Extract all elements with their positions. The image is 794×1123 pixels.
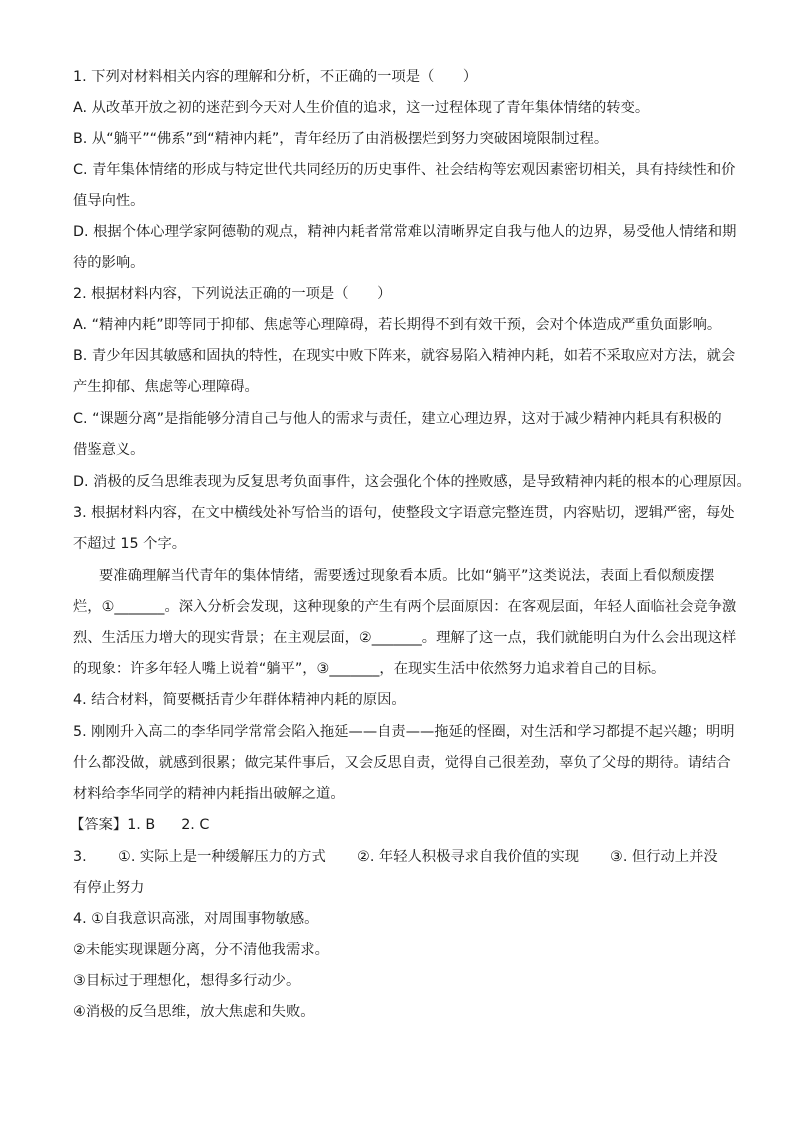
q3-passage-line1: 要准确理解当代青年的集体情绪，需要透过现象看本质。比如“躺平”这类说法，表面上看似颓废摆 [99, 568, 715, 584]
q2-option-d: D. 消极的反刍思维表现为反复思考负面事件，这会强化个体的挫败感，是导致精神内耗的根本的心理原因。 [73, 474, 751, 490]
q1-option-a: A. 从改革开放之初的迷茫到今天对人生价值的追求，这一过程体现了青年集体情绪的转变。 [73, 100, 650, 116]
q1-stem: 1. 下列对材料相关内容的理解和分析，不正确的一项是（ ） [73, 69, 478, 85]
answer-4-item-1: 4. ①自我意识高涨，对周围事物敏感。 [73, 911, 319, 927]
answer-4-item-2: ②未能实现课题分离，分不清他我需求。 [73, 942, 329, 958]
answer-3-blank-2: ②. 年轻人积极寻求自我价值的实现 [357, 849, 580, 865]
q2-option-c-line2: 借鉴意义。 [73, 442, 145, 458]
q2-option-b-line1: B. 青少年因其敏感和固执的特性，在现实中败下阵来，就容易陷入精神内耗，如若不采取应对方法，就会 [73, 348, 736, 364]
answer-line-1-2 [70, 815, 209, 835]
q5-stem-line2: 什么都没做，就感到很累；做完某件事后，又会反思自责，觉得自己很差劲，辜负了父母的期待。请结合 [73, 755, 731, 771]
q3-stem-line2: 不超过 15 个字。 [73, 536, 187, 552]
q1-option-b: B. 从“躺平”“佛系”到“精神内耗”，青年经历了由消极摆烂到努力突破困境限制过程。 [73, 131, 609, 147]
answer-tag: 【答案】 [70, 817, 128, 833]
q5-stem-line1: 5. 刚刚升入高二的李华同学常常会陷入拖延——自责——拖延的怪圈，对生活和学习都提不起兴趣；明明 [73, 724, 735, 740]
q4-stem: 4. 结合材料，简要概括青少年群体精神内耗的原因。 [73, 692, 406, 708]
q3-stem-line1: 3. 根据材料内容，在文中横线处补写恰当的语句，使整段文字语意完整连贯，内容贴切，逻辑严密，每处 [73, 505, 735, 521]
answer-1: 1. B [127, 817, 156, 833]
answer-3-blank-1: ①. 实际上是一种缓解压力的方式 [118, 849, 326, 865]
answer-4-item-4: ④消极的反刍思维，放大焦虑和失败。 [73, 1004, 315, 1020]
q1-option-c-line2: 值导向性。 [73, 193, 145, 209]
q2-stem: 2. 根据材料内容，下列说法正确的一项是（ ） [73, 286, 392, 302]
q1-option-d-line2: 待的影响。 [73, 255, 145, 271]
q2-option-a: A. “精神内耗”即等同于抑郁、焦虑等心理障碍，若长期得不到有效干预，会对个体造成严重负面影响。 [73, 317, 722, 333]
answer-3-blank-3-cont: 有停止努力 [73, 880, 145, 896]
answer-2: 2. C [181, 817, 210, 833]
answer-3-number: 3. [73, 849, 87, 865]
q2-option-c-line1: C. “课题分离”是指能够分清自己与他人的需求与责任，建立心理边界，这对于减少精神内耗具有积极的 [73, 411, 722, 427]
answer-4-item-3: ③目标过于理想化，想得多行动少。 [73, 973, 301, 989]
q3-passage-line2: 烂，①_______。深入分析会发现，这种现象的产生有两个层面原因：在客观层面，年轻人面临社会竞争激 [73, 599, 737, 615]
answer-3-blank-3: ③. 但行动上并没 [610, 849, 718, 865]
q2-option-b-line2: 产生抑郁、焦虑等心理障碍。 [73, 379, 259, 395]
q1-option-d-line1: D. 根据个体心理学家阿德勒的观点，精神内耗者常常难以清晰界定自我与他人的边界，易受他人情绪和期 [73, 224, 737, 240]
q1-option-c-line1: C. 青年集体情绪的形成与特定世代共同经历的历史事件、社会结构等宏观因素密切相关，具有持续性和价 [73, 162, 736, 178]
q3-passage-line4: 的现象：许多年轻人嘴上说着“躺平”，③_______，在现实生活中依然努力追求着自己的目标。 [73, 661, 666, 677]
q5-stem-line3: 材料给李华同学的精神内耗指出破解之道。 [73, 786, 345, 802]
q3-passage-line3: 烈、生活压力增大的现实背景；在主观层面，②_______。理解了这一点，我们就能明白为什么会出现这样 [73, 630, 737, 646]
